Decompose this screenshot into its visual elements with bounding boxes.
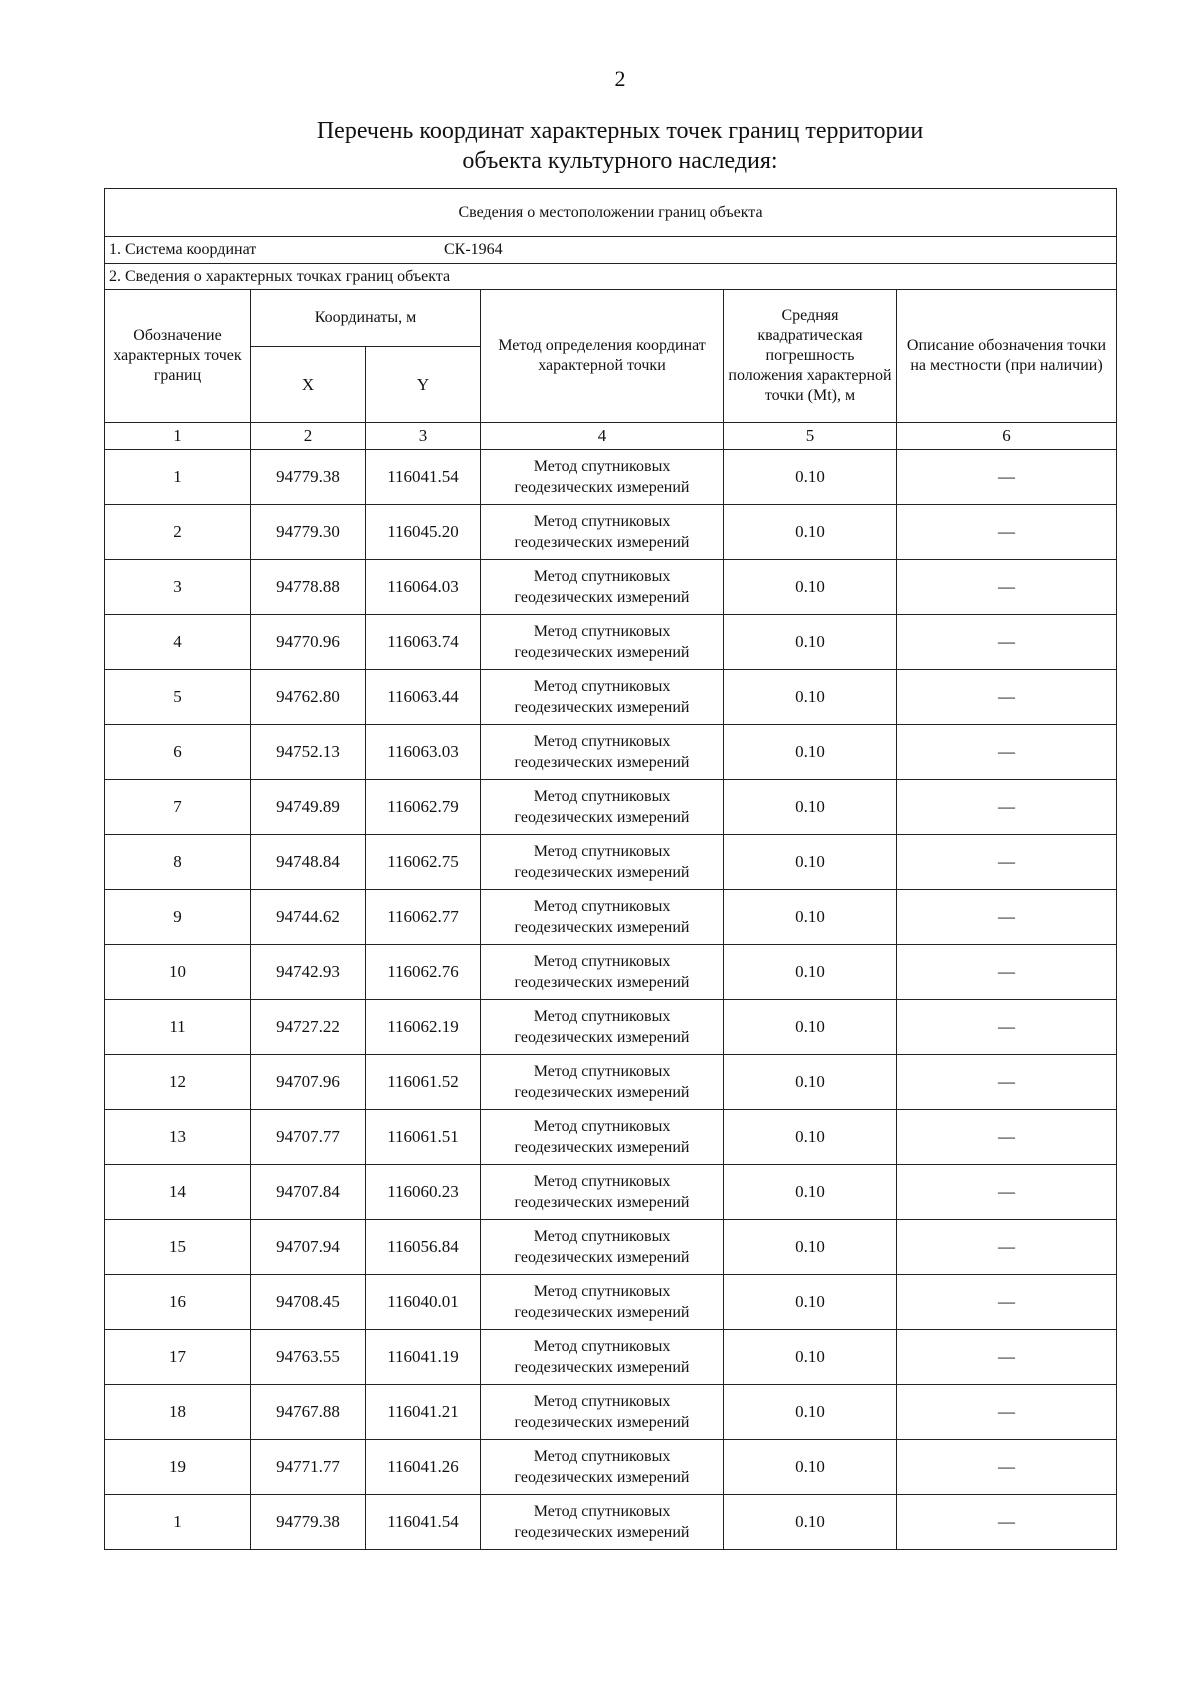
column-number: 5	[724, 423, 897, 450]
table-row	[105, 670, 1117, 725]
page-number: 2	[614, 66, 626, 91]
description-cell: —	[897, 615, 1117, 670]
column-number: 3	[366, 423, 481, 450]
x-coordinate-cell: 94707.96	[251, 1055, 366, 1110]
header-description: Описание обозначения точки на местности (при наличии)	[897, 290, 1117, 423]
x-coordinate-cell: 94767.88	[251, 1385, 366, 1440]
description-cell: —	[897, 725, 1117, 780]
header-y: Y	[366, 347, 481, 423]
description-cell: —	[897, 835, 1117, 890]
description-cell: —	[897, 945, 1117, 1000]
error-cell: 0.10	[724, 1440, 897, 1495]
x-coordinate-cell: 94771.77	[251, 1440, 366, 1495]
y-coordinate-cell: 116062.77	[366, 890, 481, 945]
description-cell: —	[897, 450, 1117, 505]
x-coordinate-cell: 94779.38	[251, 450, 366, 505]
y-coordinate-cell: 116062.76	[366, 945, 481, 1000]
point-cell: 6	[105, 725, 251, 780]
error-cell: 0.10	[724, 1495, 897, 1550]
document-title-line-1: Перечень координат характерных точек границ территории	[316, 118, 924, 144]
method-cell: Метод спутниковых геодезических измерений	[481, 1495, 724, 1550]
method-cell: Метод спутниковых геодезических измерений	[481, 945, 724, 1000]
points-info-label: 2. Сведения о характерных точках границ объекта	[105, 264, 1117, 290]
description-cell: —	[897, 1495, 1117, 1550]
x-coordinate-cell: 94727.22	[251, 1000, 366, 1055]
table-row	[105, 1330, 1117, 1385]
x-coordinate-cell: 94779.38	[251, 1495, 366, 1550]
column-number: 6	[897, 423, 1117, 450]
x-coordinate-cell: 94742.93	[251, 945, 366, 1000]
coordinate-system-label: 1. Система координат	[109, 241, 257, 258]
x-coordinate-cell: 94762.80	[251, 670, 366, 725]
point-cell: 11	[105, 1000, 251, 1055]
point-cell: 3	[105, 560, 251, 615]
coordinate-system-value: СК-1964	[444, 241, 503, 258]
x-coordinate-cell: 94778.88	[251, 560, 366, 615]
header-x: X	[251, 347, 366, 423]
error-cell: 0.10	[724, 1055, 897, 1110]
point-cell: 18	[105, 1385, 251, 1440]
point-cell: 5	[105, 670, 251, 725]
method-cell: Метод спутниковых геодезических измерений	[481, 1275, 724, 1330]
y-coordinate-cell: 116060.23	[366, 1165, 481, 1220]
description-cell: —	[897, 1330, 1117, 1385]
point-cell: 1	[105, 1495, 251, 1550]
error-cell: 0.10	[724, 505, 897, 560]
method-cell: Метод спутниковых геодезических измерений	[481, 1055, 724, 1110]
method-cell: Метод спутниковых геодезических измерений	[481, 1440, 724, 1495]
table-row	[105, 780, 1117, 835]
error-cell: 0.10	[724, 1110, 897, 1165]
error-cell: 0.10	[724, 1330, 897, 1385]
table-row	[105, 1275, 1117, 1330]
y-coordinate-cell: 116062.75	[366, 835, 481, 890]
description-cell: —	[897, 1220, 1117, 1275]
coordinate-system-row	[105, 237, 1117, 264]
description-cell: —	[897, 1385, 1117, 1440]
error-cell: 0.10	[724, 670, 897, 725]
y-coordinate-cell: 116041.21	[366, 1385, 481, 1440]
point-cell: 7	[105, 780, 251, 835]
column-number: 2	[251, 423, 366, 450]
table-row	[105, 1220, 1117, 1275]
error-cell: 0.10	[724, 1220, 897, 1275]
description-cell: —	[897, 1165, 1117, 1220]
error-cell: 0.10	[724, 1385, 897, 1440]
y-coordinate-cell: 116063.44	[366, 670, 481, 725]
point-cell: 15	[105, 1220, 251, 1275]
description-cell: —	[897, 1275, 1117, 1330]
table-row	[105, 1385, 1117, 1440]
table-row	[105, 725, 1117, 780]
method-cell: Метод спутниковых геодезических измерений	[481, 1165, 724, 1220]
x-coordinate-cell: 94744.62	[251, 890, 366, 945]
x-coordinate-cell: 94748.84	[251, 835, 366, 890]
point-cell: 8	[105, 835, 251, 890]
method-cell: Метод спутниковых геодезических измерений	[481, 505, 724, 560]
point-cell: 14	[105, 1165, 251, 1220]
point-cell: 2	[105, 505, 251, 560]
x-coordinate-cell: 94707.77	[251, 1110, 366, 1165]
description-cell: —	[897, 1055, 1117, 1110]
point-cell: 9	[105, 890, 251, 945]
section-title: Сведения о местоположении границ объекта	[105, 189, 1117, 237]
x-coordinate-cell: 94770.96	[251, 615, 366, 670]
method-cell: Метод спутниковых геодезических измерений	[481, 1330, 724, 1385]
error-cell: 0.10	[724, 1000, 897, 1055]
method-cell: Метод спутниковых геодезических измерений	[481, 1220, 724, 1275]
error-cell: 0.10	[724, 1275, 897, 1330]
x-coordinate-cell: 94708.45	[251, 1275, 366, 1330]
point-cell: 4	[105, 615, 251, 670]
method-cell: Метод спутниковых геодезических измерений	[481, 780, 724, 835]
table-row	[105, 945, 1117, 1000]
description-cell: —	[897, 1110, 1117, 1165]
error-cell: 0.10	[724, 1165, 897, 1220]
table-row	[105, 835, 1117, 890]
method-cell: Метод спутниковых геодезических измерений	[481, 450, 724, 505]
y-coordinate-cell: 116056.84	[366, 1220, 481, 1275]
y-coordinate-cell: 116041.54	[366, 1495, 481, 1550]
x-coordinate-cell: 94707.84	[251, 1165, 366, 1220]
table-row	[105, 450, 1117, 505]
y-coordinate-cell: 116041.19	[366, 1330, 481, 1385]
point-cell: 12	[105, 1055, 251, 1110]
x-coordinate-cell: 94707.94	[251, 1220, 366, 1275]
header-coordinates: Координаты, м	[251, 290, 481, 347]
point-cell: 19	[105, 1440, 251, 1495]
table-row	[105, 890, 1117, 945]
method-cell: Метод спутниковых геодезических измерений	[481, 890, 724, 945]
table-row	[105, 1495, 1117, 1550]
method-cell: Метод спутниковых геодезических измерений	[481, 1385, 724, 1440]
method-cell: Метод спутниковых геодезических измерений	[481, 560, 724, 615]
y-coordinate-cell: 116062.19	[366, 1000, 481, 1055]
error-cell: 0.10	[724, 835, 897, 890]
error-cell: 0.10	[724, 945, 897, 1000]
error-cell: 0.10	[724, 615, 897, 670]
method-cell: Метод спутниковых геодезических измерений	[481, 725, 724, 780]
y-coordinate-cell: 116064.03	[366, 560, 481, 615]
x-coordinate-cell: 94779.30	[251, 505, 366, 560]
y-coordinate-cell: 116040.01	[366, 1275, 481, 1330]
error-cell: 0.10	[724, 560, 897, 615]
error-cell: 0.10	[724, 780, 897, 835]
document-title	[0, 116, 1200, 176]
method-cell: Метод спутниковых геодезических измерений	[481, 670, 724, 725]
point-cell: 13	[105, 1110, 251, 1165]
x-coordinate-cell: 94752.13	[251, 725, 366, 780]
y-coordinate-cell: 116045.20	[366, 505, 481, 560]
x-coordinate-cell: 94763.55	[251, 1330, 366, 1385]
table-row	[105, 1165, 1117, 1220]
method-cell: Метод спутниковых геодезических измерений	[481, 1110, 724, 1165]
description-cell: —	[897, 890, 1117, 945]
point-cell: 17	[105, 1330, 251, 1385]
document-title-line-2: объекта культурного наследия:	[462, 148, 778, 174]
y-coordinate-cell: 116061.52	[366, 1055, 481, 1110]
table-row	[105, 560, 1117, 615]
header-row-1	[105, 290, 1117, 347]
y-coordinate-cell: 116041.54	[366, 450, 481, 505]
error-cell: 0.10	[724, 450, 897, 505]
column-number: 4	[481, 423, 724, 450]
description-cell: —	[897, 560, 1117, 615]
table-row	[105, 1000, 1117, 1055]
table-row	[105, 1110, 1117, 1165]
table-row	[105, 615, 1117, 670]
description-cell: —	[897, 1440, 1117, 1495]
header-error: Средняя квадратическая погрешность положения характерной точки (Mt), м	[724, 290, 897, 423]
error-cell: 0.10	[724, 725, 897, 780]
description-cell: —	[897, 505, 1117, 560]
method-cell: Метод спутниковых геодезических измерений	[481, 615, 724, 670]
table-row	[105, 505, 1117, 560]
point-cell: 16	[105, 1275, 251, 1330]
table-row	[105, 1055, 1117, 1110]
column-number: 1	[105, 423, 251, 450]
y-coordinate-cell: 116063.03	[366, 725, 481, 780]
y-coordinate-cell: 116063.74	[366, 615, 481, 670]
coordinates-table	[104, 188, 1117, 1550]
table-row	[105, 1440, 1117, 1495]
points-info-row	[105, 264, 1117, 290]
method-cell: Метод спутниковых геодезических измерений	[481, 1000, 724, 1055]
error-cell: 0.10	[724, 890, 897, 945]
x-coordinate-cell: 94749.89	[251, 780, 366, 835]
method-cell: Метод спутниковых геодезических измерений	[481, 835, 724, 890]
y-coordinate-cell: 116061.51	[366, 1110, 481, 1165]
section-title-row	[105, 189, 1117, 237]
description-cell: —	[897, 670, 1117, 725]
coordinate-system-cell	[105, 237, 1117, 264]
y-coordinate-cell: 116062.79	[366, 780, 481, 835]
column-numbers-row	[105, 423, 1117, 450]
header-method: Метод определения координат характерной точки	[481, 290, 724, 423]
description-cell: —	[897, 780, 1117, 835]
description-cell: —	[897, 1000, 1117, 1055]
y-coordinate-cell: 116041.26	[366, 1440, 481, 1495]
header-designation: Обозначение характерных точек границ	[105, 290, 251, 423]
point-cell: 10	[105, 945, 251, 1000]
point-cell: 1	[105, 450, 251, 505]
